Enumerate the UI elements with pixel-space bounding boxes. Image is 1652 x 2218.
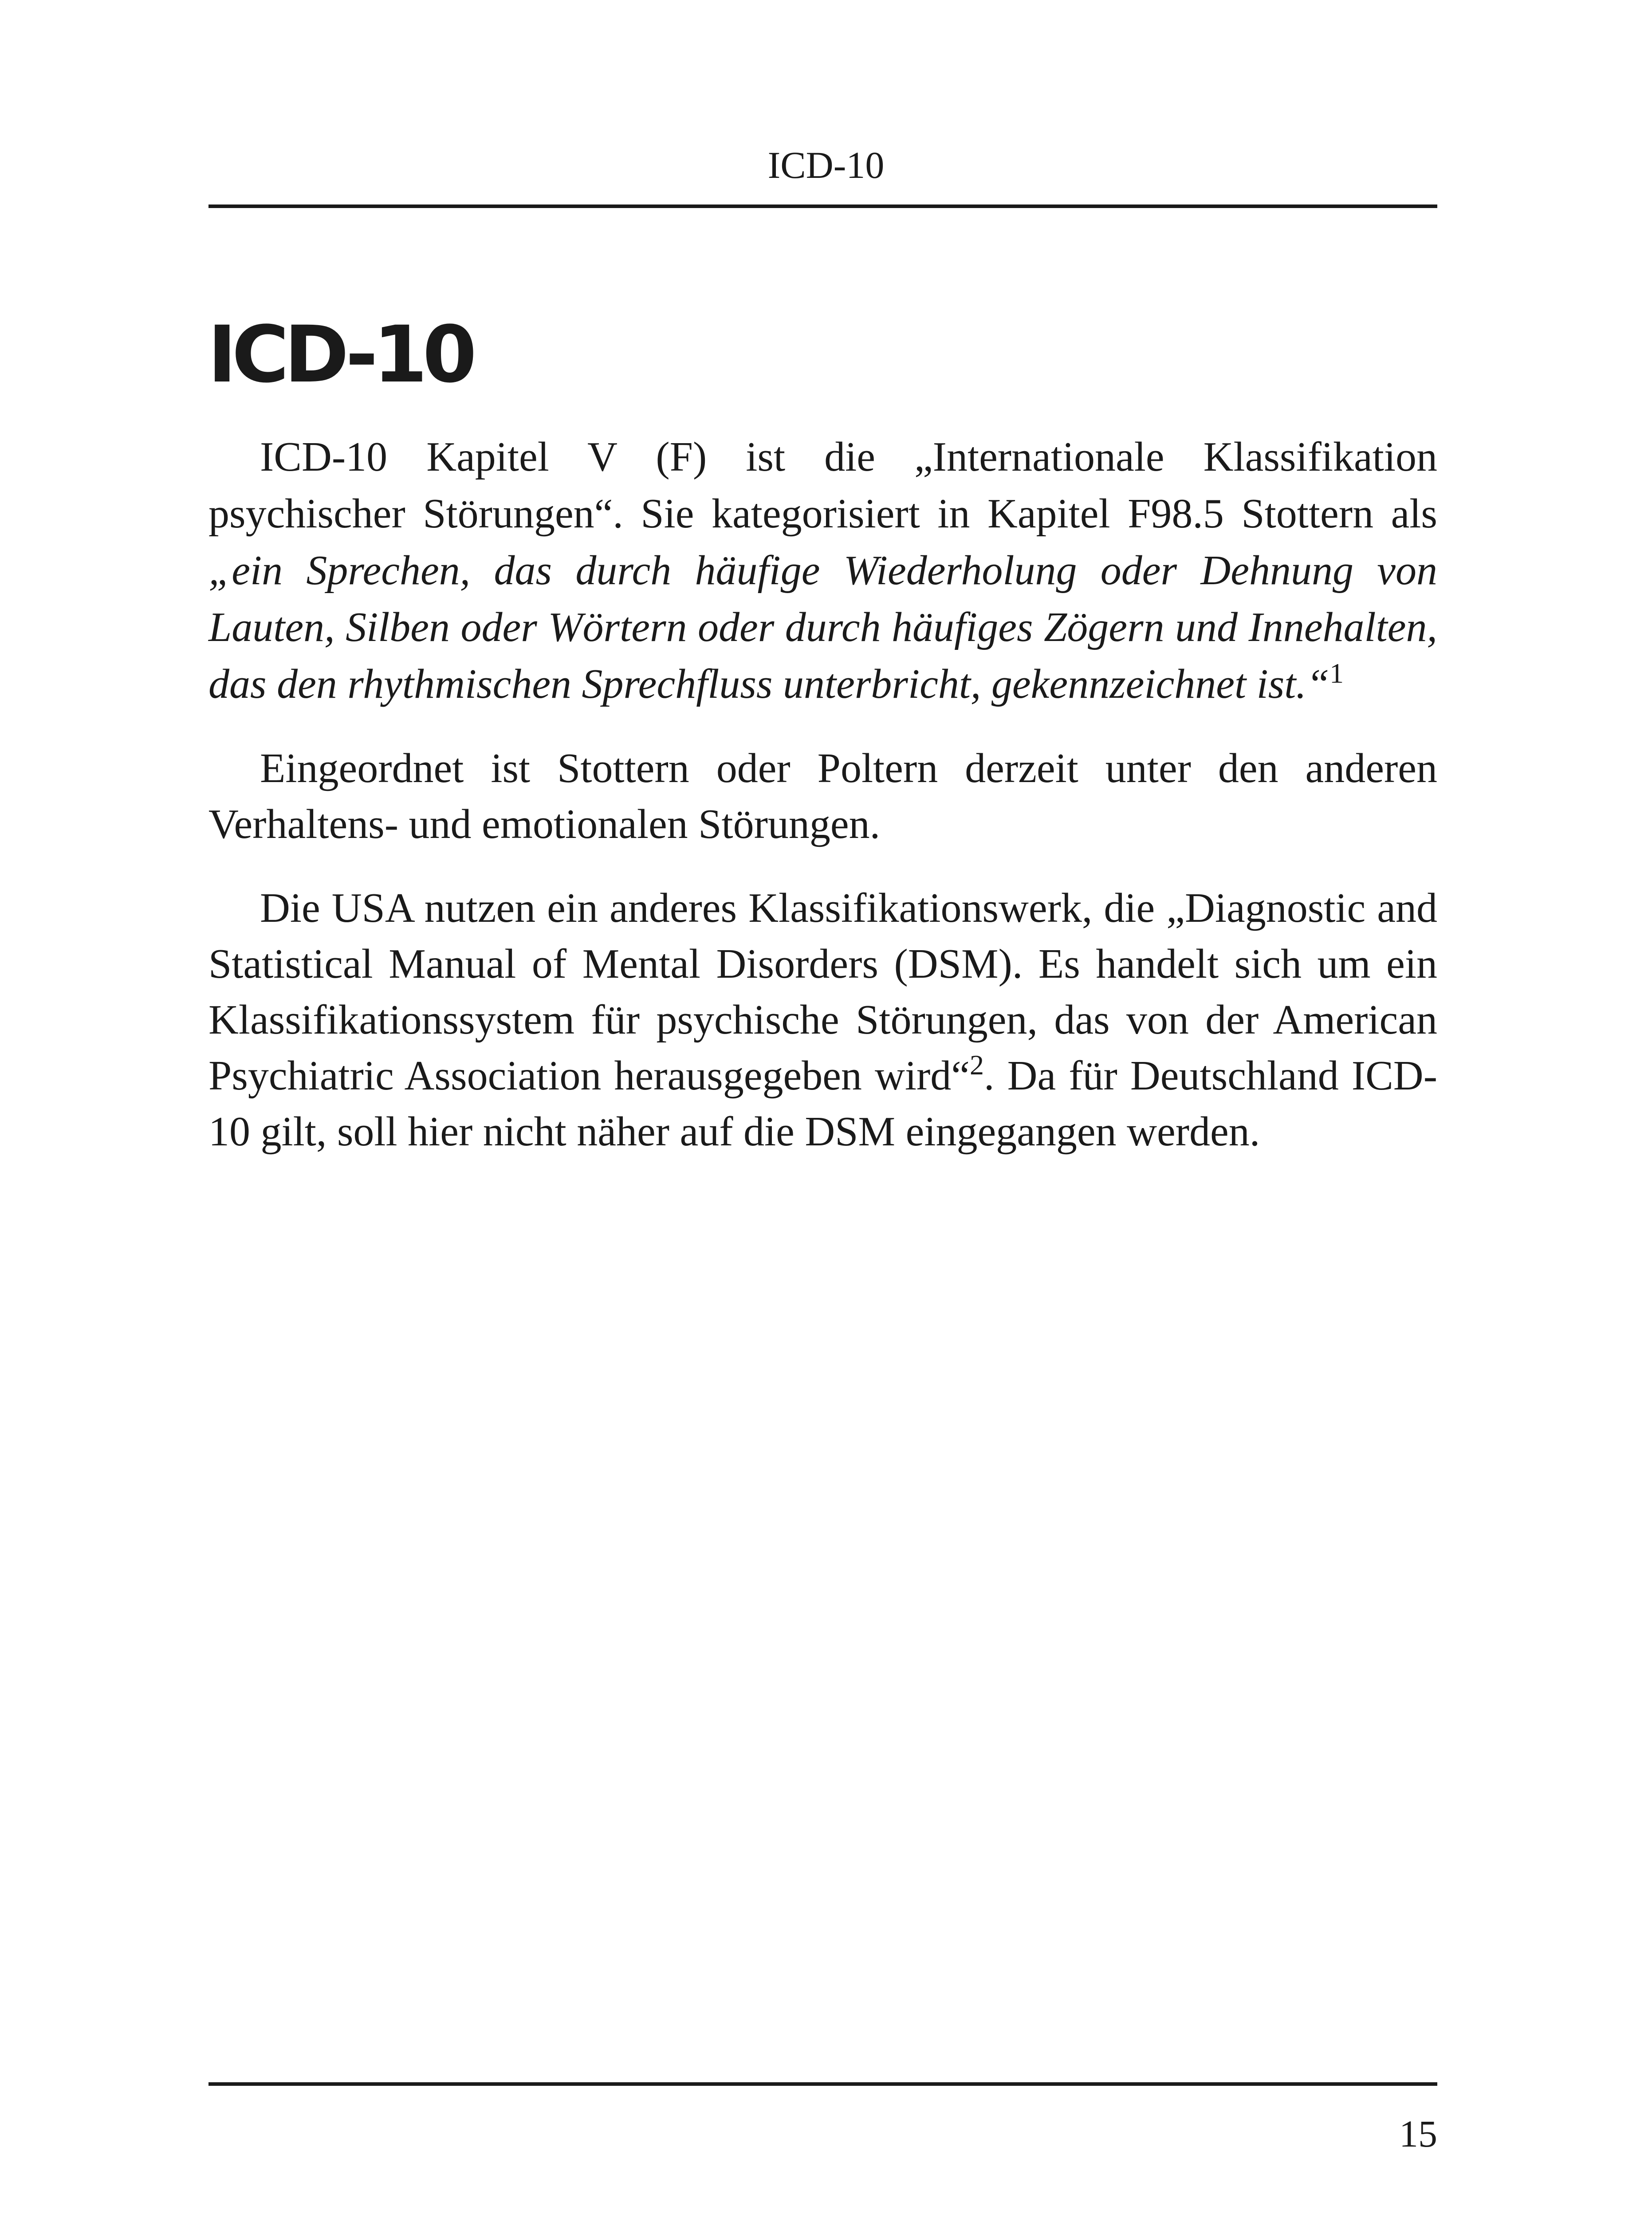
footnote-ref-1: 1 [1329,657,1344,689]
paragraph-classification: Eingeordnet ist Stottern oder Poltern derzeit unter den anderen Verhaltens- und emotionalen Störungen. [208,745,1437,847]
running-header: ICD-10 [767,144,885,186]
paragraph-dsm [208,880,1437,1160]
footnote-ref-2: 2 [970,1049,984,1081]
stuttering-definition-quote: „ein Sprechen, das durch häufige Wiederholung oder Dehnung von Lauten, Silben oder Wörtern oder durch häufiges Zögern und Innehalten, das den rhythmischen Sprechfluss unterbricht, gekennzeichnet ist.“ [208,547,1437,707]
footer-rule [208,2082,1437,2086]
chapter-title: ICD-10 [208,309,472,400]
paragraph-lead: ICD-10 Kapitel V (F) ist die „Internationale Klassifikation psychischer Störungen“. Sie kategorisiert in Kapitel F98.5 Stottern als [208,434,1437,537]
page-number: 15 [1399,2112,1437,2155]
header-rule [208,204,1437,208]
body-text [208,429,1437,1188]
paragraph-tail: . Da für Deutschland ICD-10 gilt, soll hier nicht näher auf die DSM eingegangen werden. [208,1053,1437,1155]
paragraph-lead: Die USA nutzen ein anderes Klassifikationswerk, die „Diagnostic and Statistical Manual of Mental Disorders (DSM). Es handelt sich um ein Klassifikationssystem für psychische Störungen, das von der American Psychiatric Association herausgegeben wird“ [208,885,1437,1099]
paragraph-icd10-definition [208,429,1437,712]
